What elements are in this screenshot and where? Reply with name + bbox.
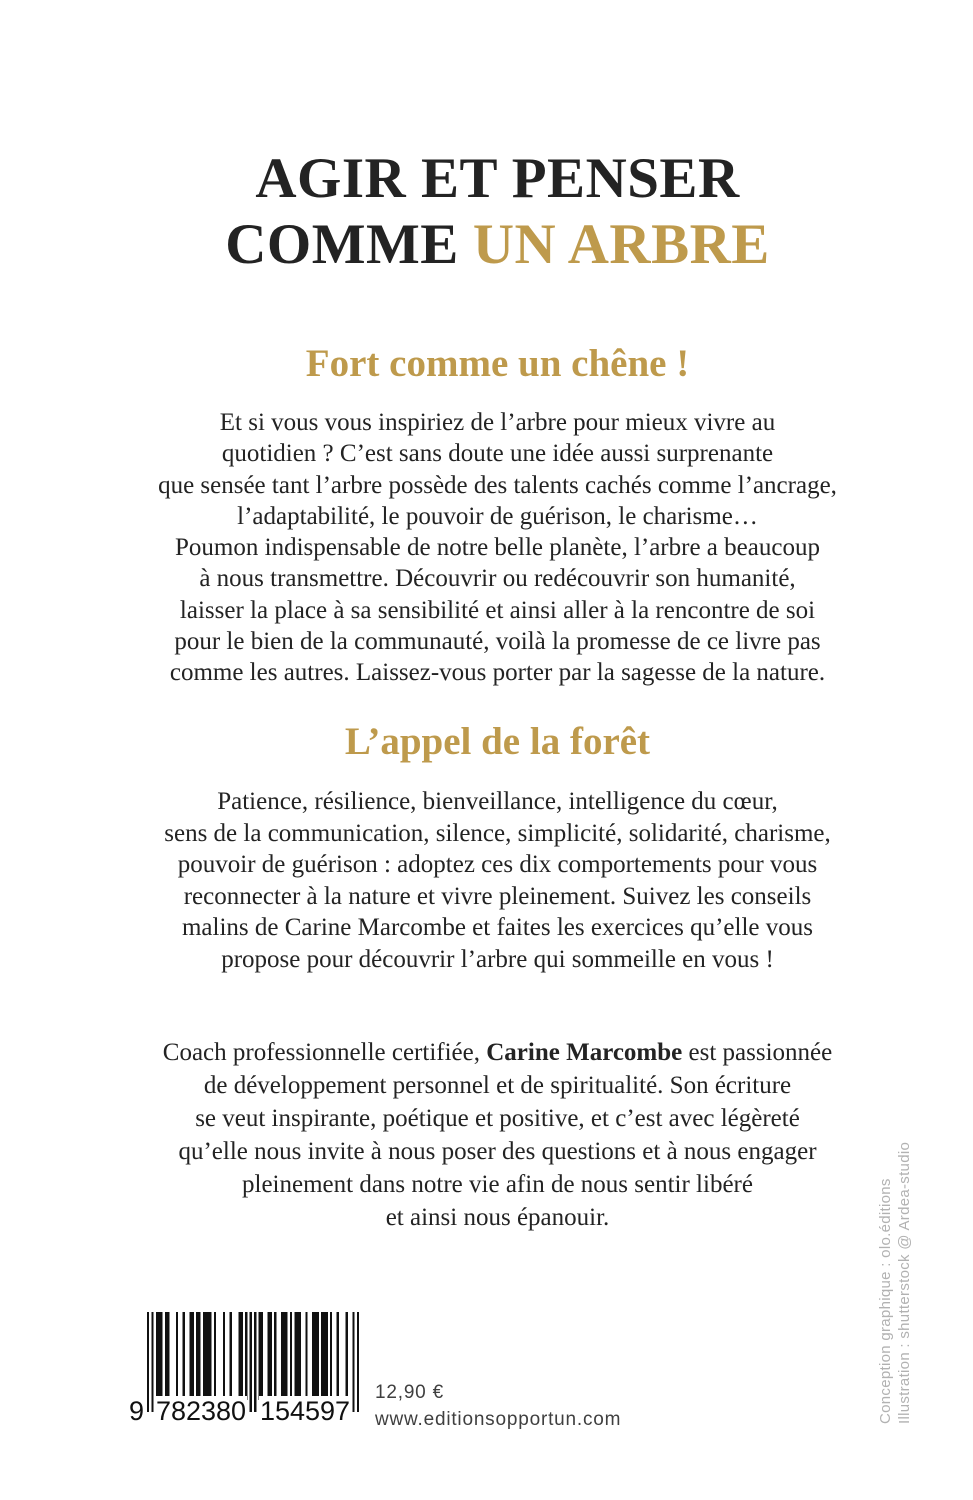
bio-line: se veut inspirante, poétique et positive, et c’est avec légèreté	[195, 1105, 800, 1132]
para2-line: reconnecter à la nature et vivre pleinement. Suivez les conseils	[183, 882, 812, 910]
barcode-digits-left: 782380	[155, 1396, 247, 1426]
bio-line: pleinement dans notre vie afin de nous sentir libéré	[242, 1171, 753, 1198]
section1-heading: Fort comme un chêne !	[305, 342, 690, 385]
bio-line: et ainsi nous épanouir.	[385, 1204, 610, 1231]
para1-line: Poumon indispensable de notre belle planète, l’arbre a beaucoup	[175, 534, 820, 562]
book-title-line2-black: COMME	[225, 213, 459, 276]
book-title	[60, 146, 935, 278]
bio-line: qu’elle nous invite à nous poser des questions et à nous engager	[178, 1138, 817, 1165]
book-title-line1: AGIR ET PENSER	[255, 147, 740, 210]
price-label: 12,90 €	[375, 1382, 444, 1403]
para2-line: malins de Carine Marcombe et faites les exercices qu’elle vous	[181, 914, 813, 941]
author-name: Carine Marcombe	[486, 1039, 683, 1066]
para2-line: sens de la communication, silence, simplicité, solidarité, charisme,	[164, 819, 831, 847]
para1-line: pour le bien de la communauté, voilà la promesse de ce livre pas	[174, 628, 821, 656]
barcode	[112, 1312, 372, 1432]
section2-paragraph	[60, 786, 935, 975]
para2-line: Patience, résilience, bienveillance, intelligence du cœur,	[217, 788, 778, 815]
section1-paragraph	[60, 407, 935, 689]
credits-vertical	[876, 1142, 914, 1424]
para2-line: pouvoir de guérison : adoptez ces dix comportements pour vous	[177, 851, 818, 878]
bio-line: de développement personnel et de spiritualité. Son écriture	[203, 1072, 792, 1099]
para1-line: l’adaptabilité, le pouvoir de guérison, le charisme…	[237, 502, 758, 530]
section2-heading: L’appel de la forêt	[344, 720, 651, 763]
credits-line1: Conception graphique : olo.éditions	[877, 1178, 894, 1424]
credits-line2: Illustration : shutterstock @ Ardea-studio	[896, 1141, 913, 1424]
barcode-digits-right: 154597	[259, 1396, 351, 1426]
para1-line: à nous transmettre. Découvrir ou redécouvrir son humanité,	[199, 565, 796, 593]
para2-line: propose pour découvrir l’arbre qui sommeille en vous !	[221, 945, 774, 973]
para1-line: que sensée tant l’arbre possède des talents cachés comme l’ancrage,	[158, 471, 837, 499]
price-website-block	[375, 1379, 621, 1433]
para1-line: laisser la place à sa sensibilité et ainsi aller à la rencontre de soi	[179, 596, 816, 624]
bio-line1-pre: Coach professionnelle certifiée,	[162, 1039, 487, 1066]
para1-line: Et si vous vous inspiriez de l’arbre pour mieux vivre au	[219, 409, 776, 436]
para1-line: quotidien ? C’est sans doute une idée aussi surprenante	[221, 440, 774, 468]
website-url: www.editionsopportun.com	[375, 1409, 622, 1430]
bio-line	[60, 1036, 935, 1069]
para1-line: comme les autres. Laissez-vous porter par la sagesse de la nature.	[169, 659, 826, 687]
barcode-digit-prefix: 9	[128, 1396, 144, 1426]
author-bio	[60, 1036, 935, 1234]
bio-line1-post: est passionnée	[682, 1039, 833, 1066]
book-title-line2-gold: UN ARBRE	[472, 213, 770, 276]
book-title-line2	[60, 212, 935, 278]
